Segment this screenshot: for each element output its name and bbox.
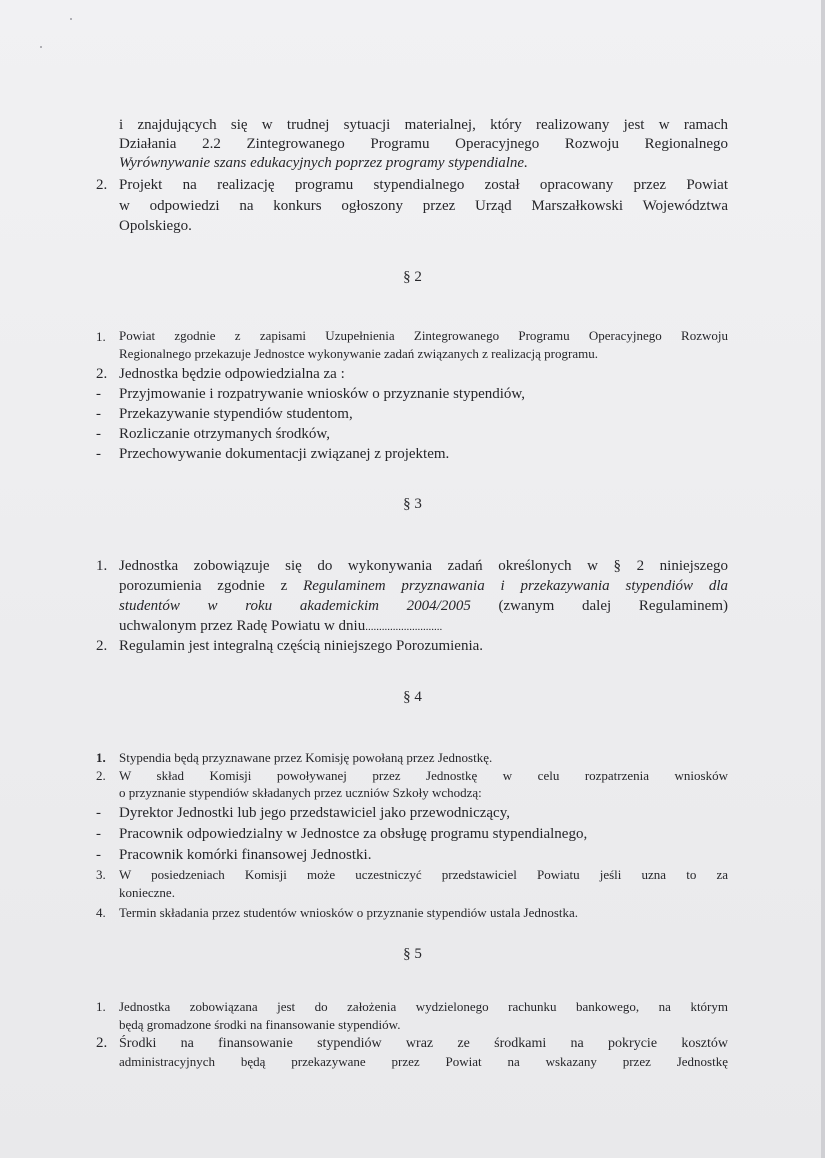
intro-line-1: i znajdujących się w trudnej sytuacji materialnej, który realizowany jest w ramach (119, 117, 728, 133)
sec4-bullet-3: Pracownik komórki finansowej Jednostki. (119, 847, 372, 863)
bullet-dash: - (96, 426, 101, 442)
intro-line-2: Działania 2.2 Zintegrowanego Programu Operacyjnego Rozwoju Regionalnego (119, 136, 728, 152)
sec4-item2-line-1: W skład Komisji powoływanej przez Jednostkę w celu rozpatrzenia wniosków (119, 768, 728, 783)
sec2-bullet-3: Rozliczanie otrzymanych środków, (119, 426, 331, 442)
sec3-item1-line-3b: (zwanym dalej Regulaminem) (470, 598, 728, 614)
list-number: 4. (96, 905, 106, 920)
sec3-item1-line-2a: porozumienia zgodnie z (119, 578, 304, 594)
sec4-bullet-2: Pracownik odpowiedzialny w Jednostce za obsługę programu stypendialnego, (119, 826, 588, 842)
sec2-bullet-1: Przyjmowanie i rozpatrywanie wniosków o przyznanie stypendiów, (119, 386, 526, 402)
sec4-item1-text: Stypendia będą przyznawane przez Komisję powołaną przez Jednostkę. (119, 750, 493, 765)
sec2-bullet-4: Przechowywanie dokumentacji związanej z projektem. (119, 446, 450, 462)
sec3-item1-line-2 (119, 577, 728, 596)
sec3-item1-line-4-text: uchwalonym przez Radę Powiatu w dniu (119, 618, 366, 634)
list-number: 2. (96, 638, 108, 654)
bullet-dash: - (96, 847, 101, 863)
sec4-item2-line-2: o przyznanie stypendiów składanych przez uczniów Szkoły wchodzą: (119, 785, 482, 800)
list-number: 1. (96, 558, 108, 574)
sec4-item3-line-2: konieczne. (119, 885, 175, 900)
sec2-bullet-2: Przekazywanie stypendiów studentom, (119, 406, 353, 422)
regulamin-title-part-1: Regulaminem przyznawania i przekazywania stypendiów dla (303, 578, 728, 594)
sec2-item1-line-1: Powiat zgodnie z zapisami Uzupełnienia Zintegrowanego Programu Operacyjnego Rozwoju (119, 328, 728, 343)
intro-item2-line-2: w odpowiedzi na konkurs ogłoszony przez Urząd Marszałkowski Województwa (119, 198, 728, 214)
sec2-item1-line-2: Regionalnego przekazuje Jednostce wykonywanie zadań związanych z realizacją programu. (119, 346, 598, 361)
list-number: 1. (96, 329, 106, 344)
list-number: 2. (96, 177, 108, 193)
intro-line-3: Wyrównywanie szans edukacyjnych poprzez programy stypendialne. (119, 155, 528, 171)
bullet-dash: - (96, 406, 101, 422)
sec5-item2-line-1: Środki na finansowanie stypendiów wraz ze środkami na pokrycie kosztów (119, 1036, 728, 1051)
list-number: 1. (96, 999, 106, 1014)
sec5-item2-line-2: administracyjnych będą przekazywane przez Powiat na wskazany przez Jednostkę (119, 1054, 728, 1069)
sec4-item3-line-1: W posiedzeniach Komisji może uczestniczyć przedstawiciel Powiatu jeśli uzna to za (119, 867, 728, 882)
section-heading-4: § 4 (403, 689, 422, 705)
section-heading-2: § 2 (403, 269, 422, 285)
list-number: 1. (96, 750, 106, 765)
sec5-item1-line-2: będą gromadzone środki na finansowanie stypendiów. (119, 1017, 401, 1032)
intro-item2-line-1: Projekt na realizację programu stypendialnego został opracowany przez Powiat (119, 177, 728, 193)
sec3-item2-text: Regulamin jest integralną częścią niniejszego Porozumienia. (119, 638, 484, 654)
scan-speck (70, 18, 72, 20)
bullet-dash: - (96, 386, 101, 402)
bullet-dash: - (96, 446, 101, 462)
scan-speck (40, 46, 42, 48)
bullet-dash: - (96, 826, 101, 842)
list-number: 2. (96, 768, 106, 783)
intro-item2-line-3: Opolskiego. (119, 218, 192, 234)
bullet-dash: - (96, 805, 101, 821)
regulamin-title-part-2: studentów w roku akademickim 2004/2005 (119, 598, 471, 614)
sec3-item1-line-3 (119, 597, 728, 616)
sec5-item1-line-1: Jednostka zobowiązana jest do założenia wydzielonego rachunku bankowego, na którym (119, 999, 728, 1014)
date-blank-dots: ............................ (365, 621, 443, 633)
sec3-item1-line-4 (119, 617, 442, 637)
sec4-bullet-1: Dyrektor Jednostki lub jego przedstawiciel jako przewodniczący, (119, 805, 510, 821)
sec3-item1-line-1: Jednostka zobowiązuje się do wykonywania zadań określonych w § 2 niniejszego (119, 558, 728, 574)
section-heading-5: § 5 (403, 946, 422, 962)
list-number: 2. (96, 1035, 108, 1051)
section-heading-3: § 3 (403, 496, 422, 512)
list-number: 2. (96, 366, 108, 382)
list-number: 3. (96, 867, 106, 882)
sec2-item2-text: Jednostka będzie odpowiedzialna za : (119, 366, 345, 382)
sec4-item4-text: Termin składania przez studentów wniosków o przyznanie stypendiów ustala Jednostka. (119, 905, 579, 920)
